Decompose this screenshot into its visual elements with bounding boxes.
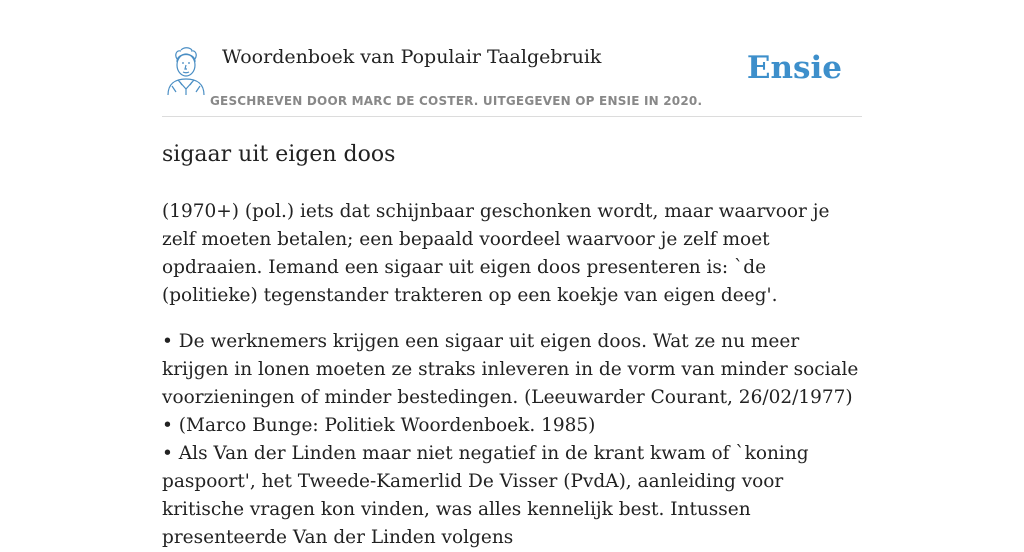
quote-list bbox=[162, 328, 867, 552]
quote-item: • De werknemers krijgen een sigaar uit eigen doos. Wat ze nu meer krijgen in lonen moeten ze straks inleveren in de vorm van minder sociale voorzieningen of minder bestedingen. (Leeuwarder Courant, 26/02/1977) bbox=[162, 331, 859, 408]
author-portrait-icon[interactable] bbox=[164, 46, 208, 96]
ensie-logo[interactable]: Ensie bbox=[746, 50, 842, 86]
quote-item: • Als Van der Linden maar niet negatief in de krant kwam of `koning paspoort', het Tweede-Kamerlid De Visser (PvdA), aanleiding voor kritische vragen kon vinden, was alles kennelijk best. Intussen presenteerde Van der Linden volgens bbox=[162, 443, 809, 548]
entry-definition: (1970+) (pol.) iets dat schijnbaar geschonken wordt, maar waarvoor je zelf moeten betalen; een bepaald voordeel waarvoor je zelf moet opdraaien. Iemand een sigaar uit eigen doos presenteren is: `de (politieke) tegenstander trakteren op een koekje van eigen deeg'. bbox=[162, 201, 830, 306]
quote-item: • (Marco Bunge: Politiek Woordenboek. 1985) bbox=[162, 415, 596, 436]
site-header bbox=[162, 40, 862, 117]
entry-title: sigaar uit eigen doos bbox=[162, 142, 396, 167]
site-title[interactable]: Woordenboek van Populair Taalgebruik bbox=[222, 46, 602, 68]
byline: GESCHREVEN DOOR MARC DE COSTER. UITGEGEVEN OP ENSIE IN 2020. bbox=[210, 94, 703, 108]
entry-content bbox=[162, 138, 867, 552]
